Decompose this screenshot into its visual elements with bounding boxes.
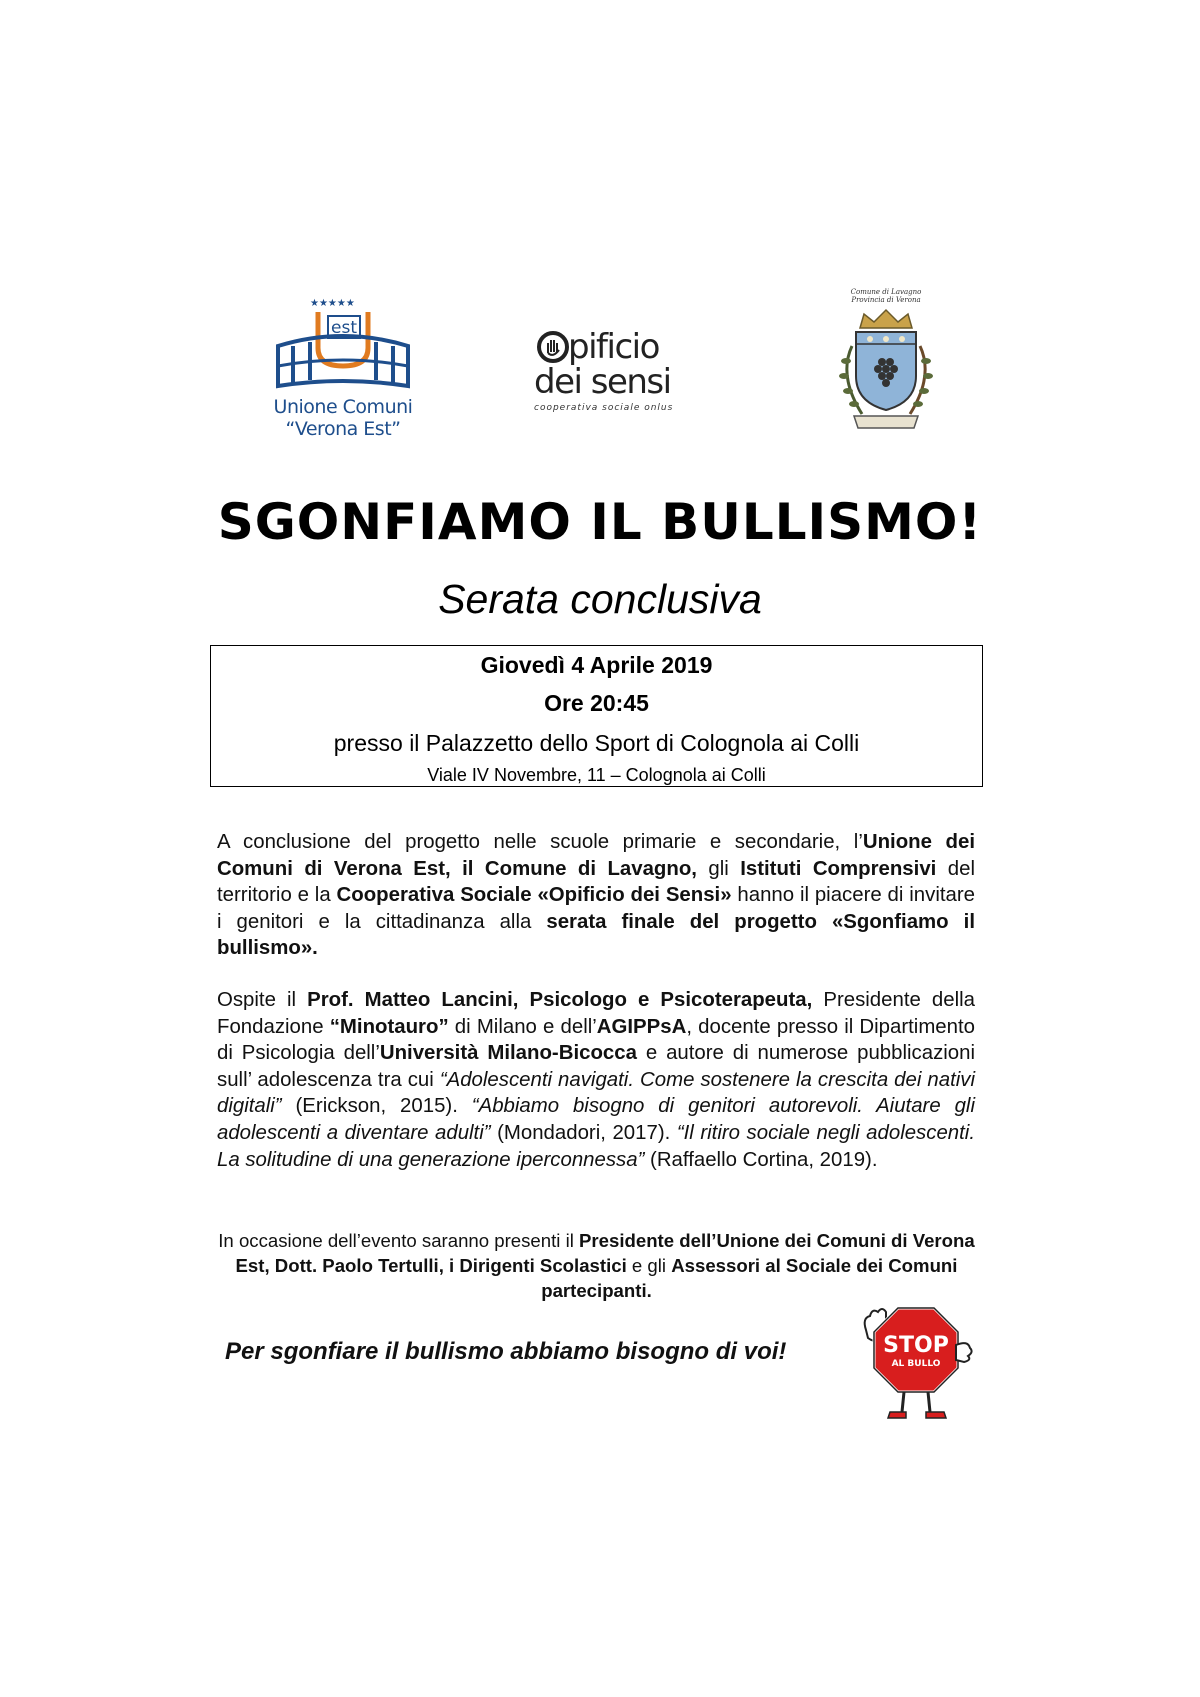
coat-of-arms-icon <box>832 306 940 436</box>
closing-slogan: Per sgonfiare il bullismo abbiamo bisogno di voi! <box>225 1338 787 1365</box>
opificio-logo-tagline: cooperativa sociale onlus <box>534 403 674 413</box>
opificio-logo-line1: pificio <box>568 327 659 367</box>
unione-logo-line1: Unione Comuni <box>273 396 413 418</box>
lavagno-caption: Comune di Lavagno Provincia di Verona <box>850 288 922 304</box>
event-time: Ore 20:45 <box>544 690 649 716</box>
stop-sign-icon <box>856 1300 976 1425</box>
unione-logo-line2: “Verona Est” <box>285 418 401 440</box>
guest-paragraph: Ospite il Prof. Matteo Lancini, Psicologo e Psicoterapeuta, Presidente della Fondazione “Minotauro” di Milano e dell’AGIPPsA, docente presso il Dipartimento di Psicologia dell’Università Milano-Bicocca e autore di numerose pubblicazioni sull’ adolescenza tra cui “Adolescenti navigati. Come sostenere la crescita dei nativi digitali” (Erickson, 2015). “Abbiamo bisogno di genitori autorevoli. Aiutare gli adolescenti a diventare adulti” (Mondadori, 2017). “Il ritiro sociale negli adolescenti. La solitudine di una generazione iperconnessa” (Raffaello Cortina, 2019). <box>217 989 976 1171</box>
svg-text:est: est <box>331 318 357 338</box>
opificio-logo <box>528 327 693 413</box>
svg-text:★★★★★: ★★★★★ <box>310 298 355 309</box>
event-address: Viale IV Novembre, 11 – Colognola ai Colli <box>427 765 766 785</box>
opificio-logo-line2: dei sensi <box>534 362 671 402</box>
unione-comuni-logo <box>268 296 418 441</box>
event-details-box <box>210 645 983 787</box>
page-subtitle: Serata conclusiva <box>438 576 762 622</box>
attendees-paragraph: In occasione dell’evento saranno presenti il Presidente dell’Unione dei Comuni di Verona Est, Dott. Paolo Tertulli, i Dirigenti Scolastici e gli Assessori al Sociale dei Comuni partecipanti. <box>218 1230 975 1301</box>
colosseum-icon <box>268 296 418 396</box>
lavagno-coat-of-arms <box>832 288 940 438</box>
event-place: presso il Palazzetto dello Sport di Colognola ai Colli <box>333 730 860 756</box>
page-title: SGONFIAMO IL BULLISMO! <box>217 493 983 551</box>
event-date: Giovedì 4 Aprile 2019 <box>480 652 713 678</box>
hand-circle-icon <box>536 330 570 364</box>
svg-text:AL BULLO: AL BULLO <box>891 1359 941 1369</box>
stop-bullo-mascot <box>856 1300 976 1425</box>
svg-text:STOP: STOP <box>883 1333 949 1358</box>
intro-paragraph: A conclusione del progetto nelle scuole primarie e secondarie, l’Unione dei Comuni di Verona Est, il Comune di Lavagno, gli Istituti Comprensivi del territorio e la Cooperativa Sociale «Opificio dei Sensi» hanno il piacere di invitare i genitori e la cittadinanza alla serata finale del progetto «Sgonfiamo il bullismo». <box>217 831 975 960</box>
